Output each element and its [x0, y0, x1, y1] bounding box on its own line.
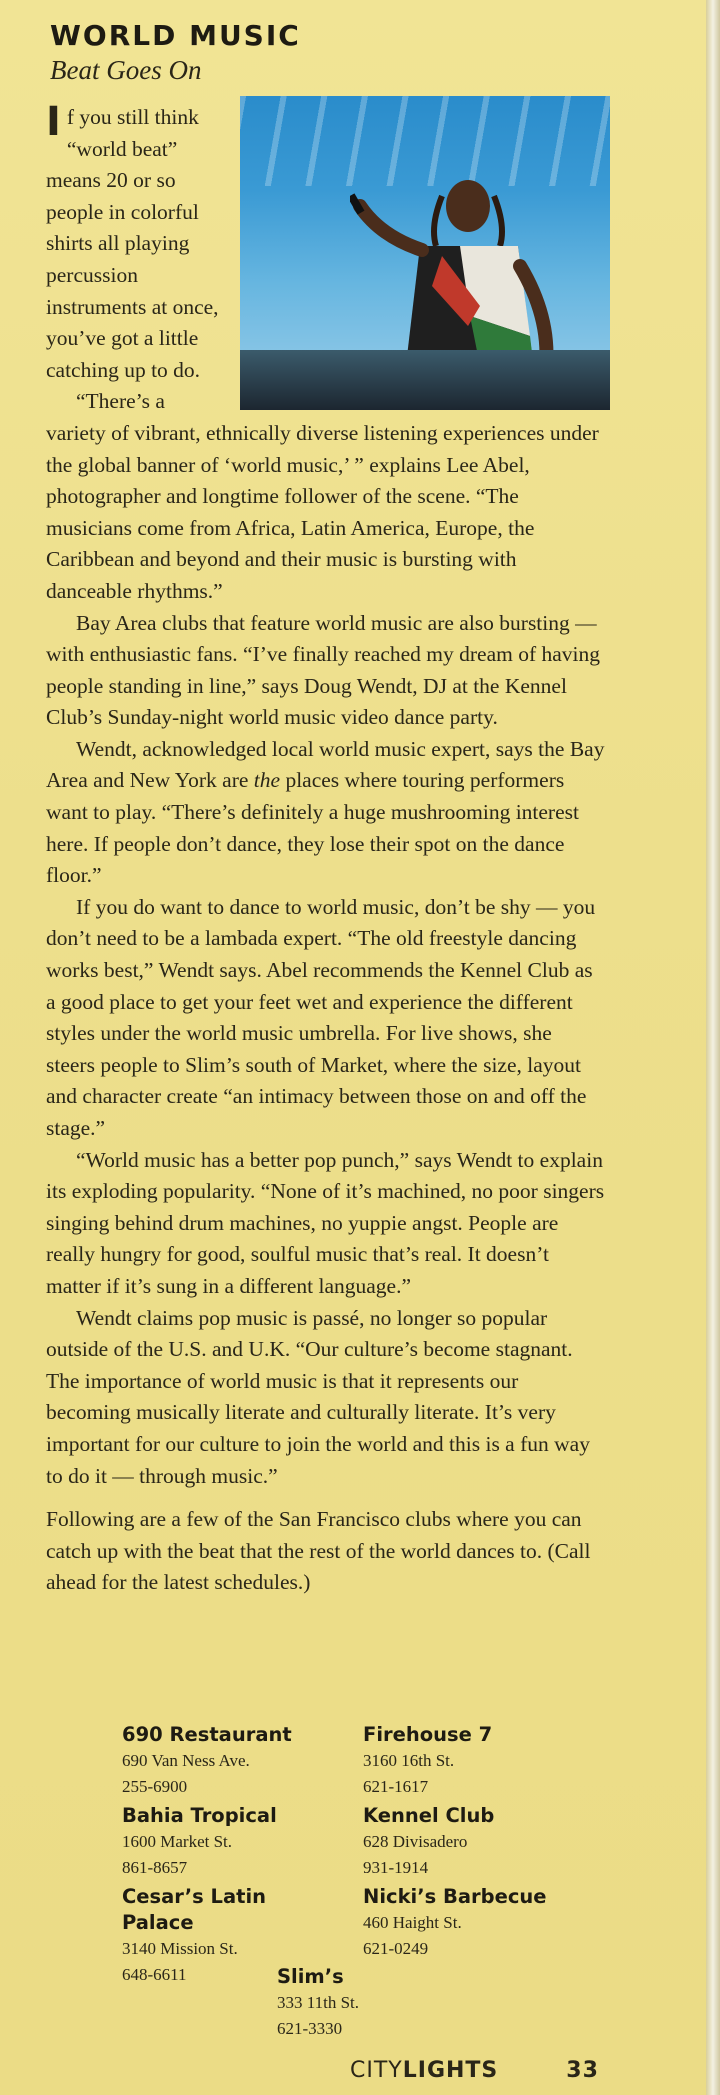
paragraph-2: “There’s a variety of vibrant, ethnically diverse listening experiences under the global banner of ‘world music,’ ” explains Lee Abel, photographer and longtime follower of the scene. “The musicians come from Africa, Latin America, Europe, the Caribbean and beyond and their music is bursting with danceable rhythms.” — [46, 389, 599, 603]
club-address: 628 Divisadero — [363, 1832, 468, 1851]
paragraph-3: Bay Area clubs that feature world music are also bursting — with enthusiastic fans. “I’ve finally reached my dream of having people standing in line,” says Doug Wendt, DJ at the Kennel Club’s Sunday-night world music video dance party. — [46, 610, 601, 730]
club-phone: 931-1914 — [363, 1857, 429, 1877]
club-phone: 621-3330 — [277, 2018, 343, 2038]
club-listing — [363, 1803, 494, 1880]
club-address: 690 Van Ness Ave. — [122, 1751, 250, 1770]
club-phone: 621-0249 — [363, 1938, 429, 1958]
club-address: 3160 16th St. — [363, 1751, 455, 1770]
page-number: 33 — [566, 2058, 599, 2083]
paragraph-4 — [46, 734, 606, 892]
club-address: 460 Haight St. — [363, 1913, 462, 1932]
section-title: WORLD MUSIC — [50, 19, 301, 52]
club-address: 1600 Market St. — [122, 1832, 233, 1851]
club-name: Cesar’s Latin Palace — [122, 1885, 267, 1934]
club-phone: 621-1617 — [363, 1776, 429, 1796]
performer-photo — [240, 96, 610, 410]
club-listing — [277, 1964, 359, 2041]
drop-cap: I — [46, 99, 61, 145]
club-phone: 861-8657 — [122, 1857, 188, 1877]
club-address: 3140 Mission St. — [122, 1939, 238, 1958]
paragraph-5: If you do want to dance to world music, don’t be shy — you don’t need to be a lambada expert. “The old freestyle dancing works best,” Wendt says. Abel recommends the Kennel Club as a good place to get your feet wet and experience the different styles under the world music umbrella. For live shows, she steers people to Slim’s south of Market, where the size, layout and character create “an intimacy between those on and off the stage.” — [46, 894, 596, 1140]
article-header — [50, 18, 301, 86]
club-address: 333 11th St. — [277, 1993, 360, 2012]
club-name: Bahia Tropical — [122, 1804, 277, 1827]
page-edge — [706, 0, 720, 2095]
paragraph-4-text-a: Wendt, acknowledged local world music expert, says the Bay Area and New York are — [46, 736, 605, 793]
club-name: Kennel Club — [363, 1804, 495, 1827]
paragraph-1-text: f you still think “world beat” means 20 or so people in colorful shirts all playing percussion instruments at once, you’ve got a little catching up to do. — [46, 105, 219, 382]
club-listing — [122, 1722, 292, 1799]
club-name: Slim’s — [277, 1965, 344, 1988]
club-name: Nicki’s Barbecue — [363, 1885, 547, 1908]
brand-city: CITY — [350, 2058, 403, 2083]
paragraph-8: Following are a few of the San Francisco clubs where you can catch up with the beat that the rest of the world dances to. (Call ahead for the latest schedules.) — [46, 1507, 591, 1595]
article-body — [46, 99, 606, 1599]
article-subtitle: Beat Goes On — [50, 55, 202, 85]
paragraph-6: “World music has a better pop punch,” says Wendt to explain its exploding popularity. “None of it’s machined, no poor singers singing behind drum machines, no yuppie angst. People are really hungry for good, soulful music that’s real. It doesn’t matter if it’s sung in a different language.” — [46, 1147, 605, 1298]
club-listing — [363, 1884, 547, 1961]
paragraph-4-emphasis: the — [253, 768, 281, 793]
club-phone: 648-6611 — [122, 1964, 187, 1984]
club-phone: 255-6900 — [122, 1776, 188, 1796]
club-listing — [122, 1803, 277, 1880]
club-listing — [363, 1722, 492, 1799]
page-footer — [350, 2058, 599, 2083]
paragraph-7: Wendt claims pop music is passé, no longer so popular outside of the U.S. and U.K. “Our culture’s become stagnant. The importance of world music is that it represents our becoming musically literate and culturally literate. It’s very important for our culture to join the world and this is a fun way to do it — through music.” — [46, 1305, 590, 1488]
crowd — [240, 350, 610, 410]
paragraph-4-text-b: places where touring performers want to play. “There’s definitely a huge mushrooming interest here. If people don’t dance, they lose their spot on the dance floor.” — [46, 768, 579, 888]
club-name: Firehouse 7 — [363, 1723, 493, 1746]
brand-lights: LIGHTS — [402, 2058, 499, 2083]
club-name: 690 Restaurant — [122, 1723, 292, 1746]
